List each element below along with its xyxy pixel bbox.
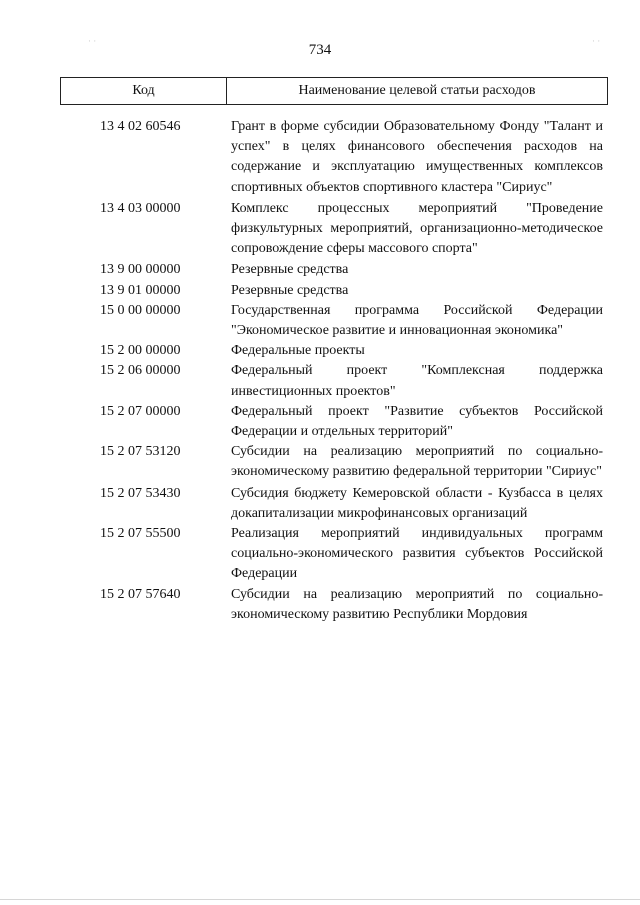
- table-row: [60, 361, 608, 401]
- table-row: [60, 524, 608, 585]
- row-code: 13 4 02 60546: [100, 119, 181, 134]
- column-header-code: Код: [61, 78, 227, 104]
- row-code: 13 9 01 00000: [100, 282, 181, 298]
- row-name: Субсидия бюджету Кемеровской области - Кузбасса в целях докапитализации микрофинансовых организаций: [231, 485, 603, 521]
- table-row: [60, 442, 608, 482]
- row-name: Федеральные проекты: [231, 343, 365, 359]
- row-name: Реализация мероприятий индивидуальных программ социально-экономического развития субъектов Российской Федерации: [231, 526, 603, 582]
- row-name: Федеральный проект "Развитие субъектов Российской Федерации и отдельных территорий": [231, 403, 603, 440]
- row-code: 15 0 00 00000: [100, 302, 181, 318]
- row-code: 15 2 07 00000: [100, 403, 181, 419]
- table-row: [60, 281, 608, 301]
- table-row: [60, 402, 608, 442]
- table-header: [60, 77, 608, 105]
- row-code: 15 2 00 00000: [100, 343, 181, 359]
- row-code: 13 9 00 00000: [100, 262, 181, 278]
- row-code: 15 2 07 53430: [100, 485, 181, 501]
- table-row: [60, 484, 608, 524]
- table-row: [60, 341, 608, 361]
- table-row: [60, 117, 608, 198]
- table-row: [60, 585, 608, 625]
- page-number: 734: [308, 42, 332, 58]
- row-name: Грант в форме субсидии Образовательному Фонду "Талант и успех" в целях финансового обеспечения расходов на содержание и эксплуатацию имущественных комплексов спортивных объектов спортивного кластера "Сириус": [231, 119, 603, 195]
- row-code: 15 2 07 55500: [100, 526, 181, 542]
- row-code: 13 4 03 00000: [100, 200, 181, 216]
- scan-mark-top-right: · ·: [592, 36, 601, 46]
- column-header-name: Наименование целевой статьи расходов: [298, 83, 536, 98]
- row-code: 15 2 07 57640: [100, 586, 181, 602]
- table-row: [60, 260, 608, 280]
- row-name: Резервные средства: [231, 262, 349, 278]
- row-name: Государственная программа Российской Федерации "Экономическое развитие и инновационная экономика": [231, 302, 603, 339]
- table-row: [60, 199, 608, 260]
- row-name: Комплекс процессных мероприятий "Проведение физкультурных мероприятий, организационно-методическое сопровождение сферы массового спорта": [231, 200, 603, 257]
- table-row: [60, 301, 608, 341]
- row-code: 15 2 06 00000: [100, 363, 181, 379]
- scan-mark-top-left: · ·: [88, 36, 97, 46]
- row-name: Резервные средства: [231, 282, 349, 298]
- row-name: Субсидии на реализацию мероприятий по социально-экономическому развитию федеральной территории "Сириус": [231, 444, 603, 480]
- scan-edge-line: [0, 899, 640, 900]
- row-name: Субсидии на реализацию мероприятий по социально-экономическому развитию Республики Мордовия: [231, 586, 603, 622]
- row-code: 15 2 07 53120: [100, 444, 181, 460]
- table-body: [60, 117, 608, 625]
- row-name: Федеральный проект "Комплексная поддержка инвестиционных проектов": [231, 363, 603, 399]
